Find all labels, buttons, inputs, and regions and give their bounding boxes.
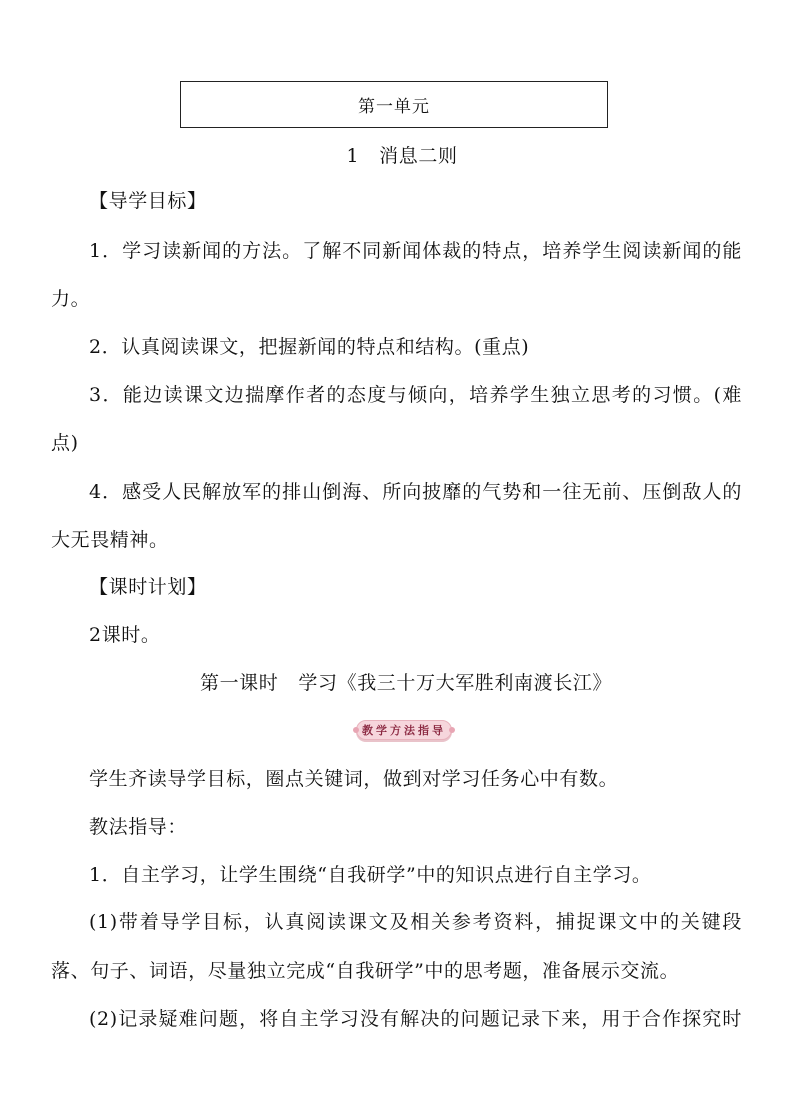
session-title bbox=[0, 672, 790, 694]
goal-4-line-1: 4．感受人民解放军的排山倒海、所向披靡的气势和一往无前、压倒敌人的 bbox=[89, 481, 742, 503]
plan-text: 2课时。 bbox=[89, 624, 161, 646]
session-label: 第一课时 bbox=[199, 672, 279, 694]
section-heading-goals: 【导学目标】 bbox=[89, 190, 207, 212]
body-paragraph-4-line-2: 落、句子、词语，尽量独立完成“自我研学”中的思考题，准备展示交流。 bbox=[51, 960, 680, 982]
body-paragraph-4-line-1: (1)带着导学目标，认真阅读课文及相关参考资料，捕捉课文中的关键段 bbox=[89, 911, 742, 933]
body-paragraph-2: 教法指导： bbox=[89, 816, 188, 838]
lesson-title bbox=[0, 145, 790, 167]
teaching-method-label: 教学方法指导 bbox=[362, 724, 446, 737]
teaching-method-badge bbox=[356, 720, 452, 740]
body-paragraph-3: 1．自主学习，让学生围绕“自我研学”中的知识点进行自主学习。 bbox=[89, 864, 652, 886]
unit-title: 第一单元 bbox=[358, 97, 430, 117]
lesson-number: 1 bbox=[346, 145, 360, 167]
body-paragraph-1: 学生齐读导学目标，圈点关键词，做到对学习任务心中有数。 bbox=[89, 768, 619, 790]
goal-1-line-2: 力。 bbox=[51, 288, 91, 310]
goal-3-line-1: 3．能边读课文边揣摩作者的态度与倾向，培养学生独立思考的习惯。(难 bbox=[89, 384, 742, 406]
body-paragraph-5-line-1: (2)记录疑难问题，将自主学习没有解决的问题记录下来，用于合作探究时 bbox=[89, 1008, 742, 1030]
goal-1-line-1: 1．学习读新闻的方法。了解不同新闻体裁的特点，培养学生阅读新闻的能 bbox=[89, 240, 742, 262]
goal-4-line-2: 大无畏精神。 bbox=[51, 529, 169, 551]
session-lesson-title: 学习《我三十万大军胜利南渡长江》 bbox=[298, 672, 612, 694]
goal-3-line-2: 点) bbox=[51, 432, 79, 454]
section-heading-plan: 【课时计划】 bbox=[89, 576, 207, 598]
unit-title-box bbox=[180, 81, 608, 128]
lesson-name: 消息二则 bbox=[379, 145, 458, 167]
goal-2: 2．认真阅读课文，把握新闻的特点和结构。(重点) bbox=[89, 336, 530, 358]
